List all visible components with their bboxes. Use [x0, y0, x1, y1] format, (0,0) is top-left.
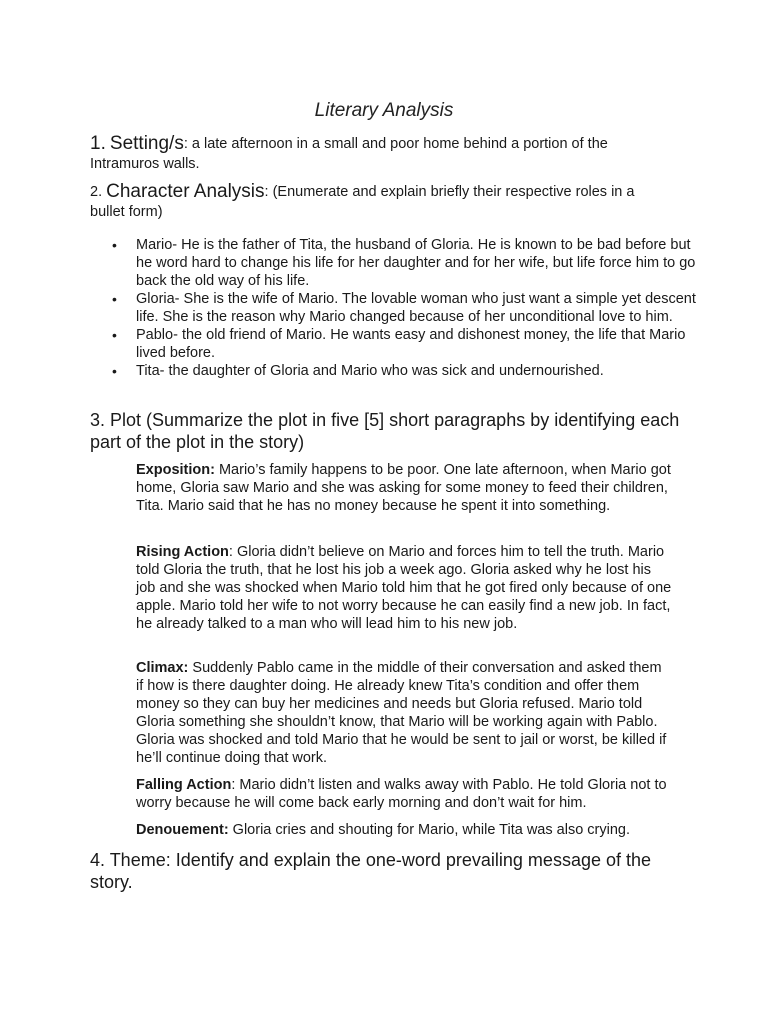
character-analysis-section: [90, 181, 670, 221]
theme-heading: 4. Theme: Identify and explain the one-word prevailing message of the story.: [90, 850, 652, 892]
list-item: [112, 362, 698, 380]
plot-heading: 3. Plot (Summarize the plot in five [5] short paragraphs by identifying each part of the plot in the story): [90, 410, 680, 452]
bullet-icon: •: [112, 291, 117, 307]
denouement-text: Gloria cries and shouting for Mario, while Tita was also crying.: [228, 822, 630, 838]
character-analysis-text: : (Enumerate and explain briefly their respective roles in a bullet form): [90, 184, 635, 220]
character-mario: Mario- He is the father of Tita, the husband of Gloria. He is known to be bad before but he word hard to change his life for her daughter and for her wife, but life force him to go back the old way of his life.: [136, 237, 696, 289]
character-tita: Tita- the daughter of Gloria and Mario who was sick and undernourished.: [136, 363, 604, 379]
exposition-label: Exposition:: [136, 462, 215, 478]
character-gloria: Gloria- She is the wife of Mario. The lovable woman who just want a simple yet descent life. She is the reason why Mario changed because of her unconditional love to him.: [136, 291, 696, 325]
setting-text: : a late afternoon in a small and poor home behind a portion of the Intramuros walls.: [90, 136, 608, 172]
list-item: [112, 236, 698, 290]
climax-label: Climax:: [136, 660, 189, 676]
denouement-label: Denouement:: [136, 822, 229, 838]
document-title: Literary Analysis: [314, 100, 454, 121]
plot-rising-action: [136, 543, 672, 633]
setting-number: 1.: [90, 133, 106, 154]
plot-exposition: [136, 461, 672, 515]
bullet-icon: •: [112, 237, 117, 253]
falling-action-text: : Mario didn’t listen and walks away with Pablo. He told Gloria not to worry because he will come back early morning and don’t wait for him.: [136, 777, 667, 811]
list-item: [112, 290, 698, 326]
bullet-icon: •: [112, 363, 117, 379]
plot-denouement: [136, 821, 672, 839]
climax-text: Suddenly Pablo came in the middle of their conversation and asked them if how is there daughter doing. He already knew Tita’s condition and offer them money so they can buy her medicines and needs but Gloria refused. Mario told Gloria something she shouldn’t know, that Mario will be working again with Pablo. Gloria was shocked and told Mario that he would be sent to jail or worst, be killed if he’ll continue doing that work.: [136, 660, 667, 766]
character-pablo: Pablo- the old friend of Mario. He wants easy and dishonest money, the life that Mario lived before.: [136, 327, 686, 361]
setting-section: [90, 133, 670, 173]
character-list: [110, 236, 698, 380]
character-analysis-number: 2.: [90, 184, 103, 200]
bullet-icon: •: [112, 327, 117, 343]
plot-climax: [136, 659, 672, 767]
falling-action-label: Falling Action: [136, 777, 232, 793]
setting-heading: Setting/s: [109, 133, 184, 154]
character-analysis-heading: Character Analysis: [106, 181, 265, 202]
rising-action-text: : Gloria didn’t believe on Mario and forces him to tell the truth. Mario told Gloria the truth, that he lost his job a week ago. Gloria asked why he lost his job and she was shocked when Mario told him that he got fired only because of one apple. Mario told her wife to not worry because he can easily find a new job. In fact, he already talked to a man who will lead him to his new job.: [136, 544, 672, 632]
list-item: [112, 326, 698, 362]
exposition-text: Mario’s family happens to be poor. One late afternoon, when Mario got home, Gloria saw Mario and she was asking for some money to feed their children, Tita. Mario said that he has no money because he spent it into something.: [136, 462, 671, 514]
rising-action-label: Rising Action: [136, 544, 229, 560]
plot-falling-action: [136, 776, 672, 812]
